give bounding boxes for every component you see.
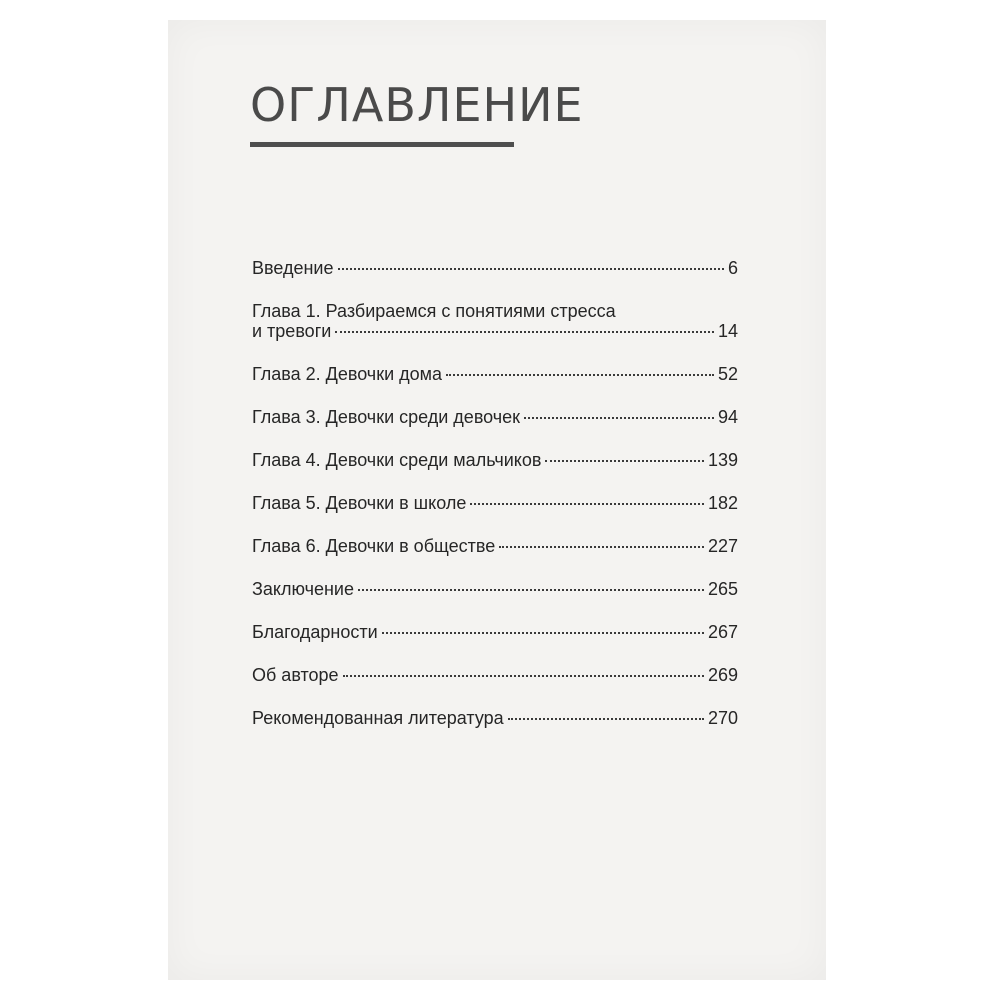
title-underline <box>250 142 514 147</box>
toc-entry-line <box>252 665 738 685</box>
toc-page-number: 139 <box>707 450 738 470</box>
dot-leader <box>470 503 704 505</box>
toc-entry-title: Об авторе <box>252 665 339 685</box>
toc-page-number: 265 <box>707 579 738 599</box>
toc-entry-title: Глава 5. Девочки в школе <box>252 493 467 513</box>
dot-leader <box>343 675 704 677</box>
toc-entry-line <box>252 301 738 321</box>
toc-entry <box>252 407 738 427</box>
dot-leader <box>508 718 704 720</box>
toc-entry <box>252 258 738 278</box>
dot-leader <box>335 331 714 333</box>
toc-entry-line <box>252 493 738 513</box>
dot-leader <box>382 632 704 634</box>
toc-entry-title: Рекомендованная литература <box>252 708 504 728</box>
dot-leader <box>524 417 714 419</box>
toc-entry-title: Глава 3. Девочки среди девочек <box>252 407 521 427</box>
toc-entry-title: Глава 6. Девочки в обществе <box>252 536 496 556</box>
toc-entry <box>252 708 738 728</box>
toc-page-number: 14 <box>717 321 738 341</box>
toc-page-number: 6 <box>727 258 738 278</box>
toc-entry <box>252 493 738 513</box>
toc-page-number: 267 <box>707 622 738 642</box>
toc-entry-title: Глава 1. Разбираемся с понятиями стресса <box>252 301 616 321</box>
dot-leader <box>499 546 704 548</box>
toc-entry <box>252 301 738 341</box>
toc-page-number: 94 <box>717 407 738 427</box>
toc-entry-line <box>252 450 738 470</box>
toc-page-number: 270 <box>707 708 738 728</box>
toc-entry-line <box>252 407 738 427</box>
dot-leader <box>338 268 724 270</box>
toc-page-number: 182 <box>707 493 738 513</box>
page-title: ОГЛАВЛЕНИЕ <box>250 78 584 132</box>
dot-leader <box>446 374 714 376</box>
toc-entry <box>252 364 738 384</box>
toc-page-number: 269 <box>707 665 738 685</box>
toc-entry-line <box>252 258 738 278</box>
toc-entry-line <box>252 321 738 341</box>
toc-entry <box>252 665 738 685</box>
toc-entry-title: Благодарности <box>252 622 378 642</box>
toc-entry <box>252 622 738 642</box>
toc-entry-title: и тревоги <box>252 321 332 341</box>
toc-page-number: 227 <box>707 536 738 556</box>
toc-entry-line <box>252 579 738 599</box>
toc-entry-title: Глава 2. Девочки дома <box>252 364 443 384</box>
toc-entry-title: Введение <box>252 258 334 278</box>
table-of-contents <box>252 258 738 751</box>
toc-entry <box>252 579 738 599</box>
toc-page-number: 52 <box>717 364 738 384</box>
toc-entry-line <box>252 622 738 642</box>
toc-entry <box>252 450 738 470</box>
dot-leader <box>545 460 704 462</box>
dot-leader <box>358 589 704 591</box>
toc-entry-title: Заключение <box>252 579 354 599</box>
toc-entry-line <box>252 364 738 384</box>
toc-entry <box>252 536 738 556</box>
toc-entry-line <box>252 708 738 728</box>
toc-entry-line <box>252 536 738 556</box>
toc-entry-title: Глава 4. Девочки среди мальчиков <box>252 450 542 470</box>
